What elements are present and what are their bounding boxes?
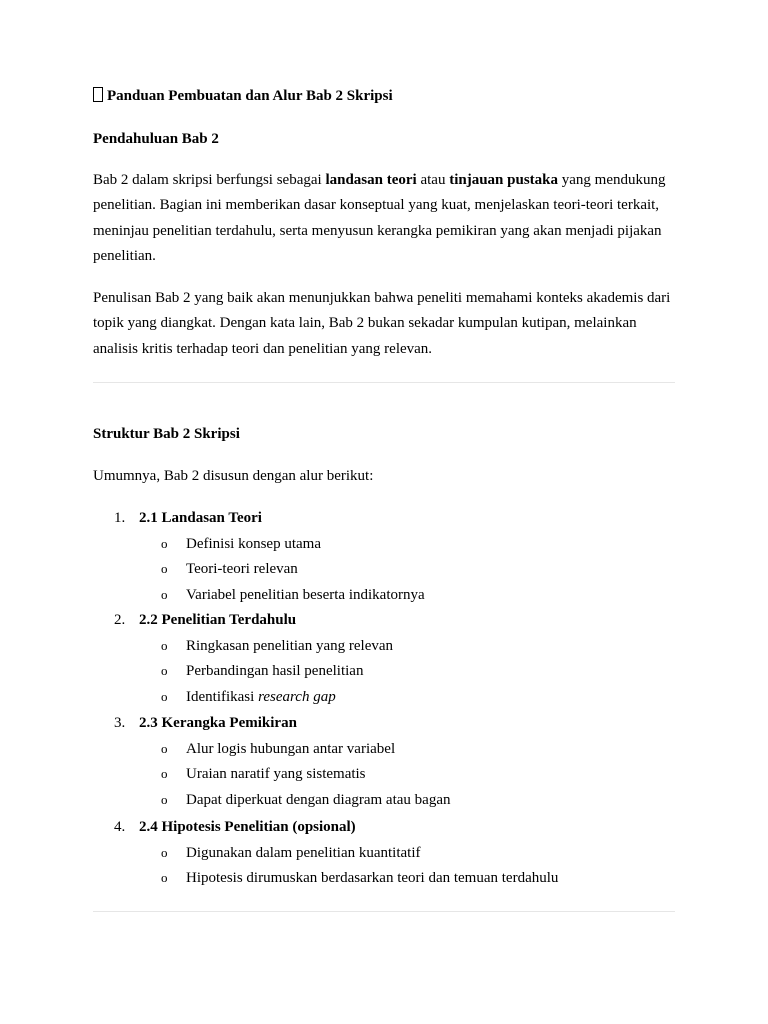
list-item bbox=[186, 790, 450, 810]
section-label: 2.2 Penelitian Terdahulu bbox=[139, 612, 297, 628]
missing-glyph-icon bbox=[93, 87, 103, 102]
list-item bbox=[186, 636, 393, 656]
section-number: 1. bbox=[114, 510, 126, 526]
bullet-marker: o bbox=[161, 586, 168, 602]
document-title bbox=[93, 86, 393, 106]
intro-paragraph-1 bbox=[93, 168, 678, 269]
list-item-text: Digunakan dalam penelitian kuantitatif bbox=[186, 844, 421, 861]
bullet-marker: o bbox=[161, 637, 168, 653]
list-item-text: Teori-teori relevan bbox=[186, 561, 298, 578]
intro-p1-bold-tinjauan: tinjauan pustaka bbox=[449, 172, 558, 188]
list-item bbox=[186, 868, 558, 888]
list-item bbox=[186, 764, 366, 784]
list-item-text: Ringkasan penelitian yang relevan bbox=[186, 637, 394, 654]
section-number: 2. bbox=[114, 612, 126, 628]
section-divider bbox=[93, 382, 675, 383]
bullet-marker: o bbox=[161, 561, 168, 577]
list-item bbox=[186, 585, 425, 605]
list-item-text: Alur logis hubungan antar variabel bbox=[186, 740, 396, 757]
list-item bbox=[186, 843, 421, 863]
list-item-text: Hipotesis dirumuskan berdasarkan teori dan temuan terdahulu bbox=[186, 870, 559, 887]
intro-p1-text-c: atau bbox=[416, 172, 450, 188]
bullet-marker: o bbox=[161, 740, 168, 756]
list-item bbox=[186, 687, 336, 707]
list-item-text: Perbandingan hasil penelitian bbox=[186, 663, 364, 680]
list-item-text: Dapat diperkuat dengan diagram atau bagan bbox=[186, 791, 451, 808]
bullet-marker: o bbox=[161, 791, 168, 807]
document-title-text: Panduan Pembuatan dan Alur Bab 2 Skripsi bbox=[107, 88, 393, 104]
list-item bbox=[186, 534, 321, 554]
section-label: 2.4 Hipotesis Penelitian (opsional) bbox=[139, 819, 356, 835]
bullet-marker: o bbox=[161, 844, 168, 860]
section-number: 4. bbox=[114, 819, 126, 835]
list-item-text: Variabel penelitian beserta indikatornya bbox=[186, 586, 425, 603]
section-number: 3. bbox=[114, 715, 126, 731]
intro-p1-text-a: Bab 2 dalam skripsi berfungsi sebagai bbox=[93, 172, 326, 188]
section-label: 2.1 Landasan Teori bbox=[139, 510, 262, 526]
intro-p1-bold-landasan: landasan teori bbox=[325, 172, 417, 188]
list-item-text: Uraian naratif yang sistematis bbox=[186, 766, 366, 783]
bullet-marker: o bbox=[161, 688, 168, 704]
intro-p1-text-d: yang mendukung penelitian. Bagian ini memberikan dasar konseptual yang kuat, menjelaskan teori-teori terkait, meninjau penelitian terdahulu, serta menyusun kerangka pemikiran yang akan menjadi pijakan penelitian. bbox=[93, 172, 666, 264]
bullet-marker: o bbox=[161, 766, 168, 782]
bullet-marker: o bbox=[161, 535, 168, 551]
bullet-marker: o bbox=[161, 663, 168, 679]
intro-heading: Pendahuluan Bab 2 bbox=[93, 131, 219, 147]
list-item-text: Definisi konsep utama bbox=[186, 535, 321, 552]
list-item-text: Identifikasi bbox=[186, 688, 259, 705]
bottom-divider bbox=[93, 911, 675, 912]
structure-lead: Umumnya, Bab 2 disusun dengan alur berikut: bbox=[93, 468, 374, 484]
section-label: 2.3 Kerangka Pemikiran bbox=[139, 715, 297, 731]
intro-paragraph-2: Penulisan Bab 2 yang baik akan menunjukkan bahwa peneliti memahami konteks akademis dari topik yang diangkat. Dengan kata lain, Bab 2 bukan sekadar kumpulan kutipan, melainkan analisis kritis terhadap teori dan penelitian yang relevan. bbox=[93, 290, 671, 357]
structure-heading: Struktur Bab 2 Skripsi bbox=[93, 426, 240, 442]
list-item-italic-text: research gap bbox=[258, 688, 336, 705]
bullet-marker: o bbox=[161, 870, 168, 886]
list-item bbox=[186, 661, 363, 681]
list-item bbox=[186, 739, 395, 759]
list-item bbox=[186, 559, 298, 579]
